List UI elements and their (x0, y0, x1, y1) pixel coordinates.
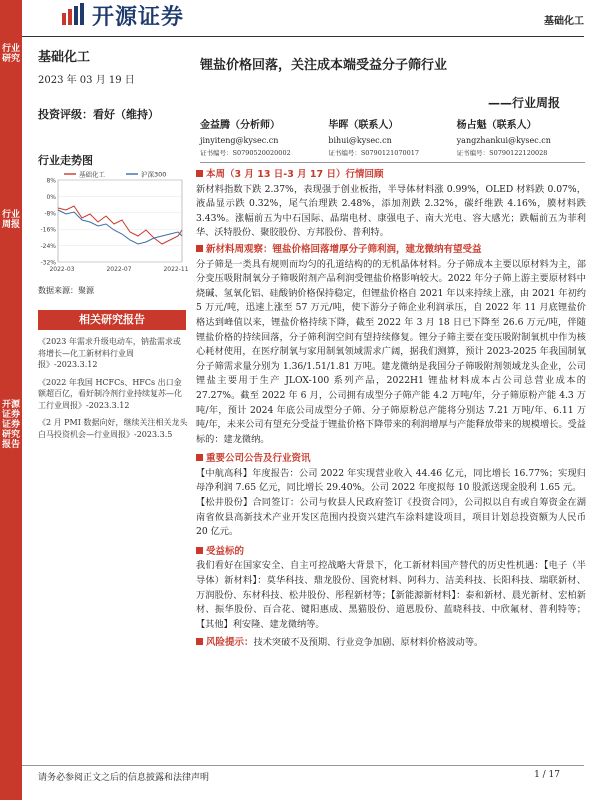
chart-y-tick-label: 8% (46, 177, 56, 185)
page-number: 1 / 17 (534, 770, 560, 780)
chart-y-tick-label: 0% (46, 193, 56, 201)
section-observation-text: 分子筛是一类具有规则而均匀的孔道结构的的无机晶体材料。分子筛成本主要以原材料为主，部分变压吸附制氧分子筛吸附剂产品利润受锂盐价格影响较大。2022 年分子筛上游主要原材料中烧碱、氢氧化铝、硅酸钠价格保持稳定，但锂盐价格自 2021 年以来持续上涨，由 2021 年初约 5 万元/吨，迅速上涨至 57 万元/吨，使下游分子筛企业利润承压，自 2022 年 11 月底锂盐价格达到峰值以来，锂盐价格持续下降，截至 2022 年 3 月 18 日已下降至 26.6 万元/吨，伴随锂盐价格的持续回落，分子筛利润空间有望持续修复。锂分子筛主要在变压吸附制氧机中作为核心耗材使用，在医疗制氧与家用制氧领域需求广阔，据我们测算，预计 2023-2025 年我国制氧分子筛需求量分别为 1.36/1.51/1.81 万吨。建龙微纳是我国分子筛吸附剂领域龙头企业，公司锂盐主要用于生产 JLOX-100 系列产品，2022H1 锂盐材料成本占公司总营业成本的 27.27%。截至 2022 年 6 月，公司拥有成型分子筛产能 4.2 万吨/年，分子筛原粉产能 4.3 万吨/年，预计 2024 年底公司成型分子筛、分子筛原粉总产能将分别达 7.21 万吨/年、6.11 万吨/年，未来公司有望充分受益于锂盐价格下降带来的利润增厚与产能释放带来的规模增长。受益标的：建龙微纳。 (196, 258, 586, 445)
section-bullet-icon (196, 170, 203, 177)
related-reports-list (38, 336, 188, 446)
logo-text: 开源证券 (92, 4, 185, 30)
chart-legend-label: 沪深300 (141, 170, 167, 179)
analyst-name: 金益腾（分析师） (200, 120, 280, 131)
analyst-cert: 证书编号：S0790121070017 (328, 149, 420, 157)
trend-chart-svg (38, 168, 189, 278)
risk-warning-title (196, 637, 254, 648)
section-title-text: 风险提示： (206, 637, 254, 649)
chart-legend-label: 基础化工 (79, 170, 105, 179)
analyst-email[interactable]: bihui@kysec.cn (328, 136, 392, 145)
analyst-cert: 证书编号：S0790520020002 (200, 149, 291, 157)
risk-warning (196, 636, 586, 651)
related-report-link[interactable]: 《2022 年我国 HCFCs、HFCs 出口金额超百亿，看好制冷剂行业持续复苏—化工行业周报》-2023.3.12 (38, 377, 182, 410)
chart-series-line (58, 206, 182, 244)
analyst-name: 毕晖（联系人） (328, 120, 399, 131)
chart-y-tick-label: -16% (40, 226, 56, 234)
analyst-card (200, 120, 328, 159)
analyst-divider (200, 162, 585, 163)
section-observation-title (196, 243, 586, 258)
trend-chart (38, 168, 189, 278)
analyst-email[interactable]: jinyiteng@kysec.cn (200, 136, 279, 145)
risk-warning-text: 技术突破不及预期、行业竞争加剧、原材料价格波动等。 (253, 637, 484, 649)
section-bullet-icon (196, 245, 203, 252)
section-announcements-title (196, 452, 586, 467)
announcement-item: 【松井股份】合同签订：公司与攸县人民政府签订《投资合同》，公司拟以自有或自筹资金在湖南省攸县高新技术产业开发区范围内投资兴建汽车涂料建设项目，项目计划总投资额为人民币 20 亿元。 (196, 497, 586, 538)
sidebar-label-research: 行业研究 (1, 44, 20, 64)
footer-divider (22, 765, 584, 766)
header-category: 基础化工 (544, 16, 584, 27)
header-divider (22, 36, 584, 37)
section-beneficiaries-title (196, 545, 586, 560)
related-report-link[interactable]: 《2023 年需求升级电动车，钠盐需求或将增长—化工新材料行业周报》-2023.3.12 (38, 337, 181, 369)
chart-y-tick-label: -32% (40, 259, 56, 267)
analyst-row (200, 120, 585, 159)
section-beneficiaries-text: 我们看好在国家安全、自主可控战略大背景下，化工新材料国产替代的历史性机遇：【电子（半导体）新材料】：莫华科技、鼎龙股份、国瓷材料、阿科力、洁美科技、长阳科技、瑞联新材、万润股份、东材科技、松井股份、彤程新材等；【新能源新材料】：泰和新材、晨光新材、宏柏新材、振华股份、百合花、键阳惠成、黑猫股份、道恩股份、蓝晓科技、中欣氟材、普利特等；【其他】利安隆、建龙微纳等。 (196, 560, 586, 630)
analyst-card (328, 120, 456, 159)
related-report-link[interactable]: 《2 月 PMI 数据向好，继续关注相关龙头白马投资机会—行业周报》-2023.3.5 (38, 418, 188, 439)
section-title-text: 新材料周观察：锂盐价格回落增厚分子筛利润，建龙微纳有望受益 (206, 243, 482, 255)
chart-series-line (58, 210, 182, 244)
report-subtitle: ——行业周报 (487, 96, 560, 110)
chart-y-tick-label: -8% (44, 210, 56, 218)
section-bullet-icon (196, 454, 203, 461)
report-title: 锂盐价格回落，关注成本端受益分子筛行业 (200, 58, 448, 73)
sidebar-label-securities: 开源证券 证券研究报告 (1, 400, 24, 450)
analyst-cert: 证书编号：S0790122120028 (456, 149, 548, 157)
announcement-item: 【中航高科】年度报告：公司 2022 年实现营业收入 44.46 亿元，同比增长 16.77%；实现归母净利润 7.65 亿元，同比增长 29.40%。公司 2022 年度拟每 10 股派送现金股利 1.65 元。 (196, 467, 586, 494)
chart-x-tick-label: 2022-11 (163, 266, 189, 273)
analyst-email[interactable]: yangzhankui@kysec.cn (456, 136, 551, 145)
company-logo (60, 2, 184, 28)
logo-icon (60, 3, 86, 27)
sidebar-label-weekly: 行业周报 (1, 210, 20, 230)
sidebar (0, 0, 22, 800)
section-title-text: 受益标的 (206, 545, 245, 557)
footer-disclaimer: 请务必参阅正文之后的信息披露和法律声明 (38, 773, 210, 783)
section-market-review-title (196, 168, 586, 183)
section-title-text: 本周（3 月 13 日-3 月 17 日）行情回顾 (206, 169, 384, 180)
section-bullet-icon (196, 547, 203, 554)
investment-rating: 投资评级：看好（维持） (38, 108, 159, 121)
analyst-card (457, 120, 585, 159)
trend-chart-title: 行业走势图 (38, 154, 93, 167)
section-market-review-text: 新材料指数下跌 2.37%，表现强于创业板指，半导体材料涨 0.99%，OLED 材料跌 0.07%，液晶显示跌 0.32%，尾气治理跌 2.48%，添加剂跌 2.32%，碳纤维跌 4.16%，膜材料跌 3.43%。涨幅前五为中石国际、晶瑞电材、康强电子、南大光电、容大感光；跌幅前五为菲利华、沃特股份、聚胶股份、方邦股份、普利特。 (196, 183, 586, 239)
report-date: 2023 年 03 月 19 日 (38, 75, 135, 86)
chart-x-tick-label: 2022-07 (106, 266, 132, 273)
data-source: 数据来源：聚源 (38, 286, 94, 295)
section-title-text: 重要公司公告及行业资讯 (206, 453, 311, 465)
report-body (196, 166, 586, 651)
section-bullet-icon (196, 638, 203, 645)
chart-y-tick-label: -24% (40, 243, 56, 251)
analyst-name: 杨占魁（联系人） (456, 120, 537, 131)
industry-label: 基础化工 (38, 50, 91, 65)
related-reports-header: 相关研究报告 (38, 310, 186, 330)
chart-x-tick-label: 2022-03 (49, 266, 75, 273)
report-meta (38, 46, 198, 86)
